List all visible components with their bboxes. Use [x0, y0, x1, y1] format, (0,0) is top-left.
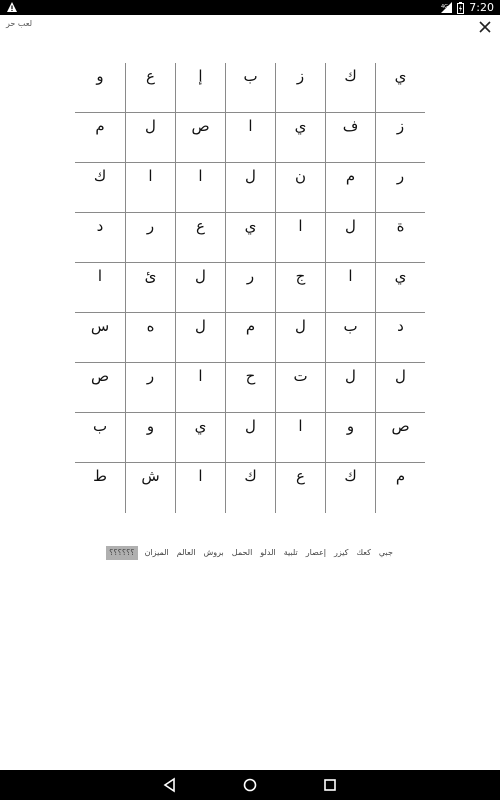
- grid-cell[interactable]: ع: [275, 463, 325, 513]
- back-icon[interactable]: [162, 777, 178, 793]
- grid-cell[interactable]: ا: [275, 213, 325, 263]
- grid-cell[interactable]: ب: [325, 313, 375, 363]
- grid-cell[interactable]: ك: [325, 463, 375, 513]
- grid-cell[interactable]: ر: [125, 213, 175, 263]
- grid-cell[interactable]: ز: [375, 113, 425, 163]
- grid-cell[interactable]: و: [75, 63, 125, 113]
- word-item: الحمل: [231, 548, 253, 557]
- grid-cell[interactable]: ر: [225, 263, 275, 313]
- grid-cell[interactable]: ي: [275, 113, 325, 163]
- grid-cell[interactable]: إ: [175, 63, 225, 113]
- grid-cell[interactable]: ط: [93, 467, 107, 485]
- grid-cell[interactable]: ل: [325, 213, 375, 263]
- home-icon[interactable]: [242, 777, 258, 793]
- grid-cell[interactable]: ج: [275, 263, 325, 313]
- recents-icon[interactable]: [322, 777, 338, 793]
- grid-cell[interactable]: ئ: [125, 263, 175, 313]
- grid-cell[interactable]: ا: [175, 463, 225, 513]
- grid-cell[interactable]: ل: [175, 263, 225, 313]
- clock: 7:20: [469, 1, 494, 14]
- grid-cell[interactable]: ي: [375, 263, 425, 313]
- grid-cell[interactable]: د: [375, 313, 425, 363]
- letter-grid[interactable]: [75, 63, 425, 513]
- battery-icon: [457, 2, 464, 14]
- grid-cell[interactable]: ي: [175, 413, 225, 463]
- grid-cell[interactable]: د: [75, 213, 125, 263]
- grid-cell[interactable]: ت: [275, 363, 325, 413]
- grid-cell[interactable]: ب: [75, 413, 125, 463]
- grid-cell[interactable]: م: [325, 163, 375, 213]
- svg-text:4G: 4G: [441, 4, 449, 10]
- grid-cell[interactable]: ل: [125, 113, 175, 163]
- grid-cell[interactable]: ا: [325, 263, 375, 313]
- grid-cell[interactable]: ص: [75, 363, 125, 413]
- grid-cell[interactable]: ز: [275, 63, 325, 113]
- word-item: بروش: [203, 548, 224, 557]
- grid-cell[interactable]: ك: [325, 63, 375, 113]
- grid-cell[interactable]: و: [125, 413, 175, 463]
- grid-cell[interactable]: ا: [75, 263, 125, 313]
- grid-cell[interactable]: ب: [225, 63, 275, 113]
- grid-cell[interactable]: ل: [375, 363, 425, 413]
- grid-cell[interactable]: و: [325, 413, 375, 463]
- word-item: تلبية: [283, 548, 298, 557]
- grid-cell[interactable]: م: [375, 463, 425, 513]
- word-item: جبي: [378, 548, 393, 557]
- grid-cell[interactable]: م: [75, 113, 125, 163]
- grid-cell[interactable]: ر: [375, 163, 425, 213]
- grid-cell[interactable]: ح: [225, 363, 275, 413]
- nav-bar: [0, 770, 500, 800]
- grid-cell[interactable]: م: [225, 313, 275, 363]
- word-item: كيزر: [333, 548, 349, 557]
- grid-cell[interactable]: ع: [125, 63, 175, 113]
- grid-cell[interactable]: ا: [175, 163, 225, 213]
- app-title: لعب حر: [6, 19, 33, 28]
- grid-cell[interactable]: ي: [225, 213, 275, 263]
- grid-cell[interactable]: ي: [375, 63, 425, 113]
- word-item-highlighted: ؟؟؟؟؟؟: [106, 546, 137, 560]
- grid-cell[interactable]: ك: [225, 463, 275, 513]
- word-list: [0, 546, 500, 560]
- grid-cell[interactable]: ا: [125, 163, 175, 213]
- word-item: كعك: [356, 548, 371, 557]
- grid-cell[interactable]: ا: [275, 413, 325, 463]
- grid-cell[interactable]: ه: [125, 313, 175, 363]
- grid-cell[interactable]: ع: [175, 213, 225, 263]
- grid-cell[interactable]: ف: [325, 113, 375, 163]
- word-item: الميزان: [144, 548, 169, 557]
- status-bar: [0, 0, 500, 15]
- status-icons: [441, 0, 494, 15]
- grid-cell[interactable]: ش: [125, 463, 175, 513]
- grid-cell[interactable]: ك: [75, 163, 125, 213]
- word-item: الدلو: [260, 548, 276, 557]
- grid-cell[interactable]: ن: [275, 163, 325, 213]
- grid-cell[interactable]: ا: [225, 113, 275, 163]
- grid-cell[interactable]: ر: [125, 363, 175, 413]
- grid-cell[interactable]: ص: [375, 413, 425, 463]
- warning-icon: [6, 1, 18, 16]
- grid-cell[interactable]: ة: [375, 213, 425, 263]
- signal-icon: [441, 2, 452, 13]
- app-bar: [0, 15, 500, 37]
- word-item: العالم: [176, 548, 196, 557]
- grid-cell[interactable]: ل: [275, 313, 325, 363]
- grid-cell[interactable]: ل: [325, 363, 375, 413]
- close-icon[interactable]: [478, 19, 492, 33]
- grid-cell[interactable]: ل: [175, 313, 225, 363]
- grid-cell[interactable]: ا: [175, 363, 225, 413]
- grid-cell[interactable]: س: [75, 313, 125, 363]
- grid-cell[interactable]: ص: [175, 113, 225, 163]
- grid-cell[interactable]: ل: [225, 163, 275, 213]
- grid-cell[interactable]: ل: [225, 413, 275, 463]
- word-item: إعصار: [305, 548, 326, 557]
